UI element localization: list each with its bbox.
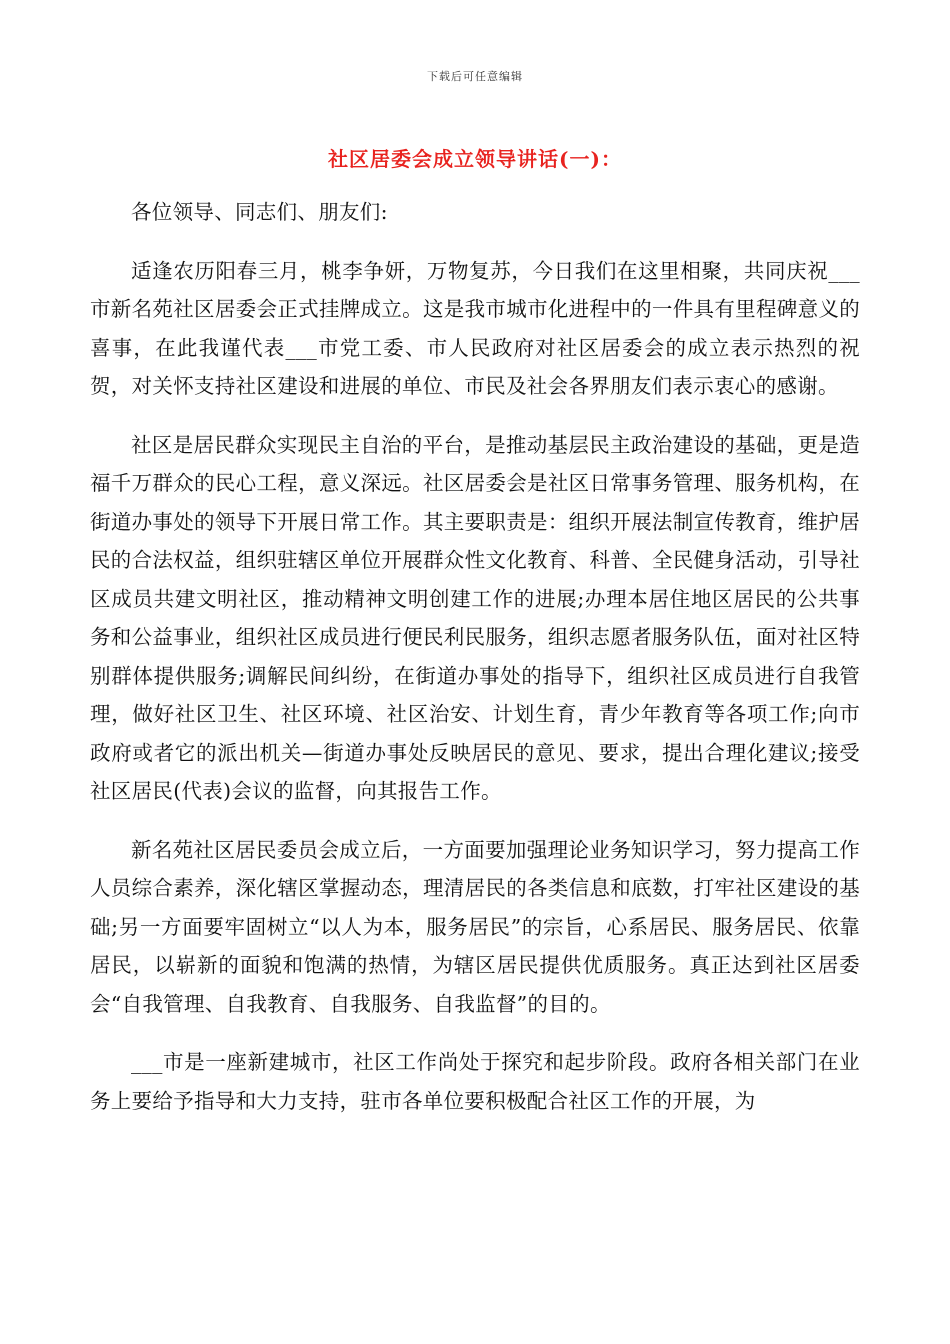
header-note: 下载后可任意编辑 [427,70,523,83]
body-paragraph-4: ___市是一座新建城市，社区工作尚处于探究和起步阶段。政府各相关部门在业务上要给予指导和大力支持，驻市各单位要积极配合社区工作的开展，为 [90,1050,860,1113]
body-paragraph-2: 社区是居民群众实现民主自治的平台，是推动基层民主政治建设的基础，更是造福千万群众的民心工程，意义深远。社区居委会是社区日常事务管理、服务机构，在街道办事处的领导下开展日常工作。其主要职责是：组织开展法制宣传教育，维护居民的合法权益，组织驻辖区单位开展群众性文化教育、科普、全民健身活动，引导社区成员共建文明社区，推动精神文明创建工作的进展;办理本居住地区居民的公共事务和公益事业，组织社区成员进行便民利民服务，组织志愿者服务队伍，面对社区特别群体提供服务;调解民间纠纷，在街道办事处的指导下，组织社区成员进行自我管理，做好社区卫生、社区环境、社区治安、计划生育，青少年教育等各项工作;向市政府或者它的派出机关—街道办事处反映居民的意见、要求，提出合理化建议;接受社区居民(代表)会议的监督，向其报告工作。 [90,432,860,803]
greeting-paragraph: 各位领导、同志们、朋友们: [131,200,388,224]
document-title: 社区居委会成立领导讲话(一)： [328,147,622,171]
document-body [90,193,860,1140]
body-paragraph-1: 适逢农历阳春三月，桃李争妍，万物复苏，今日我们在这里相聚，共同庆祝___市新名苑社区居委会正式挂牌成立。这是我市城市化进程中的一件具有里程碑意义的喜事，在此我谨代表___市党工委、市人民政府对社区居委会的成立表示热烈的祝贺，对关怀支持社区建设和进展的单位、市民及社会各界朋友们表示衷心的感谢。 [90,258,860,398]
body-paragraph-3: 新名苑社区居民委员会成立后，一方面要加强理论业务知识学习，努力提高工作人员综合素养，深化辖区掌握动态，理清居民的各类信息和底数，打牢社区建设的基础;另一方面要牢固树立“以人为本，服务居民”的宗旨，心系居民、服务居民、依靠居民，以崭新的面貌和饱满的热情，为辖区居民提供优质服务。真正达到社区居委会“自我管理、自我教育、自我服务、自我监督”的目的。 [90,837,860,1016]
